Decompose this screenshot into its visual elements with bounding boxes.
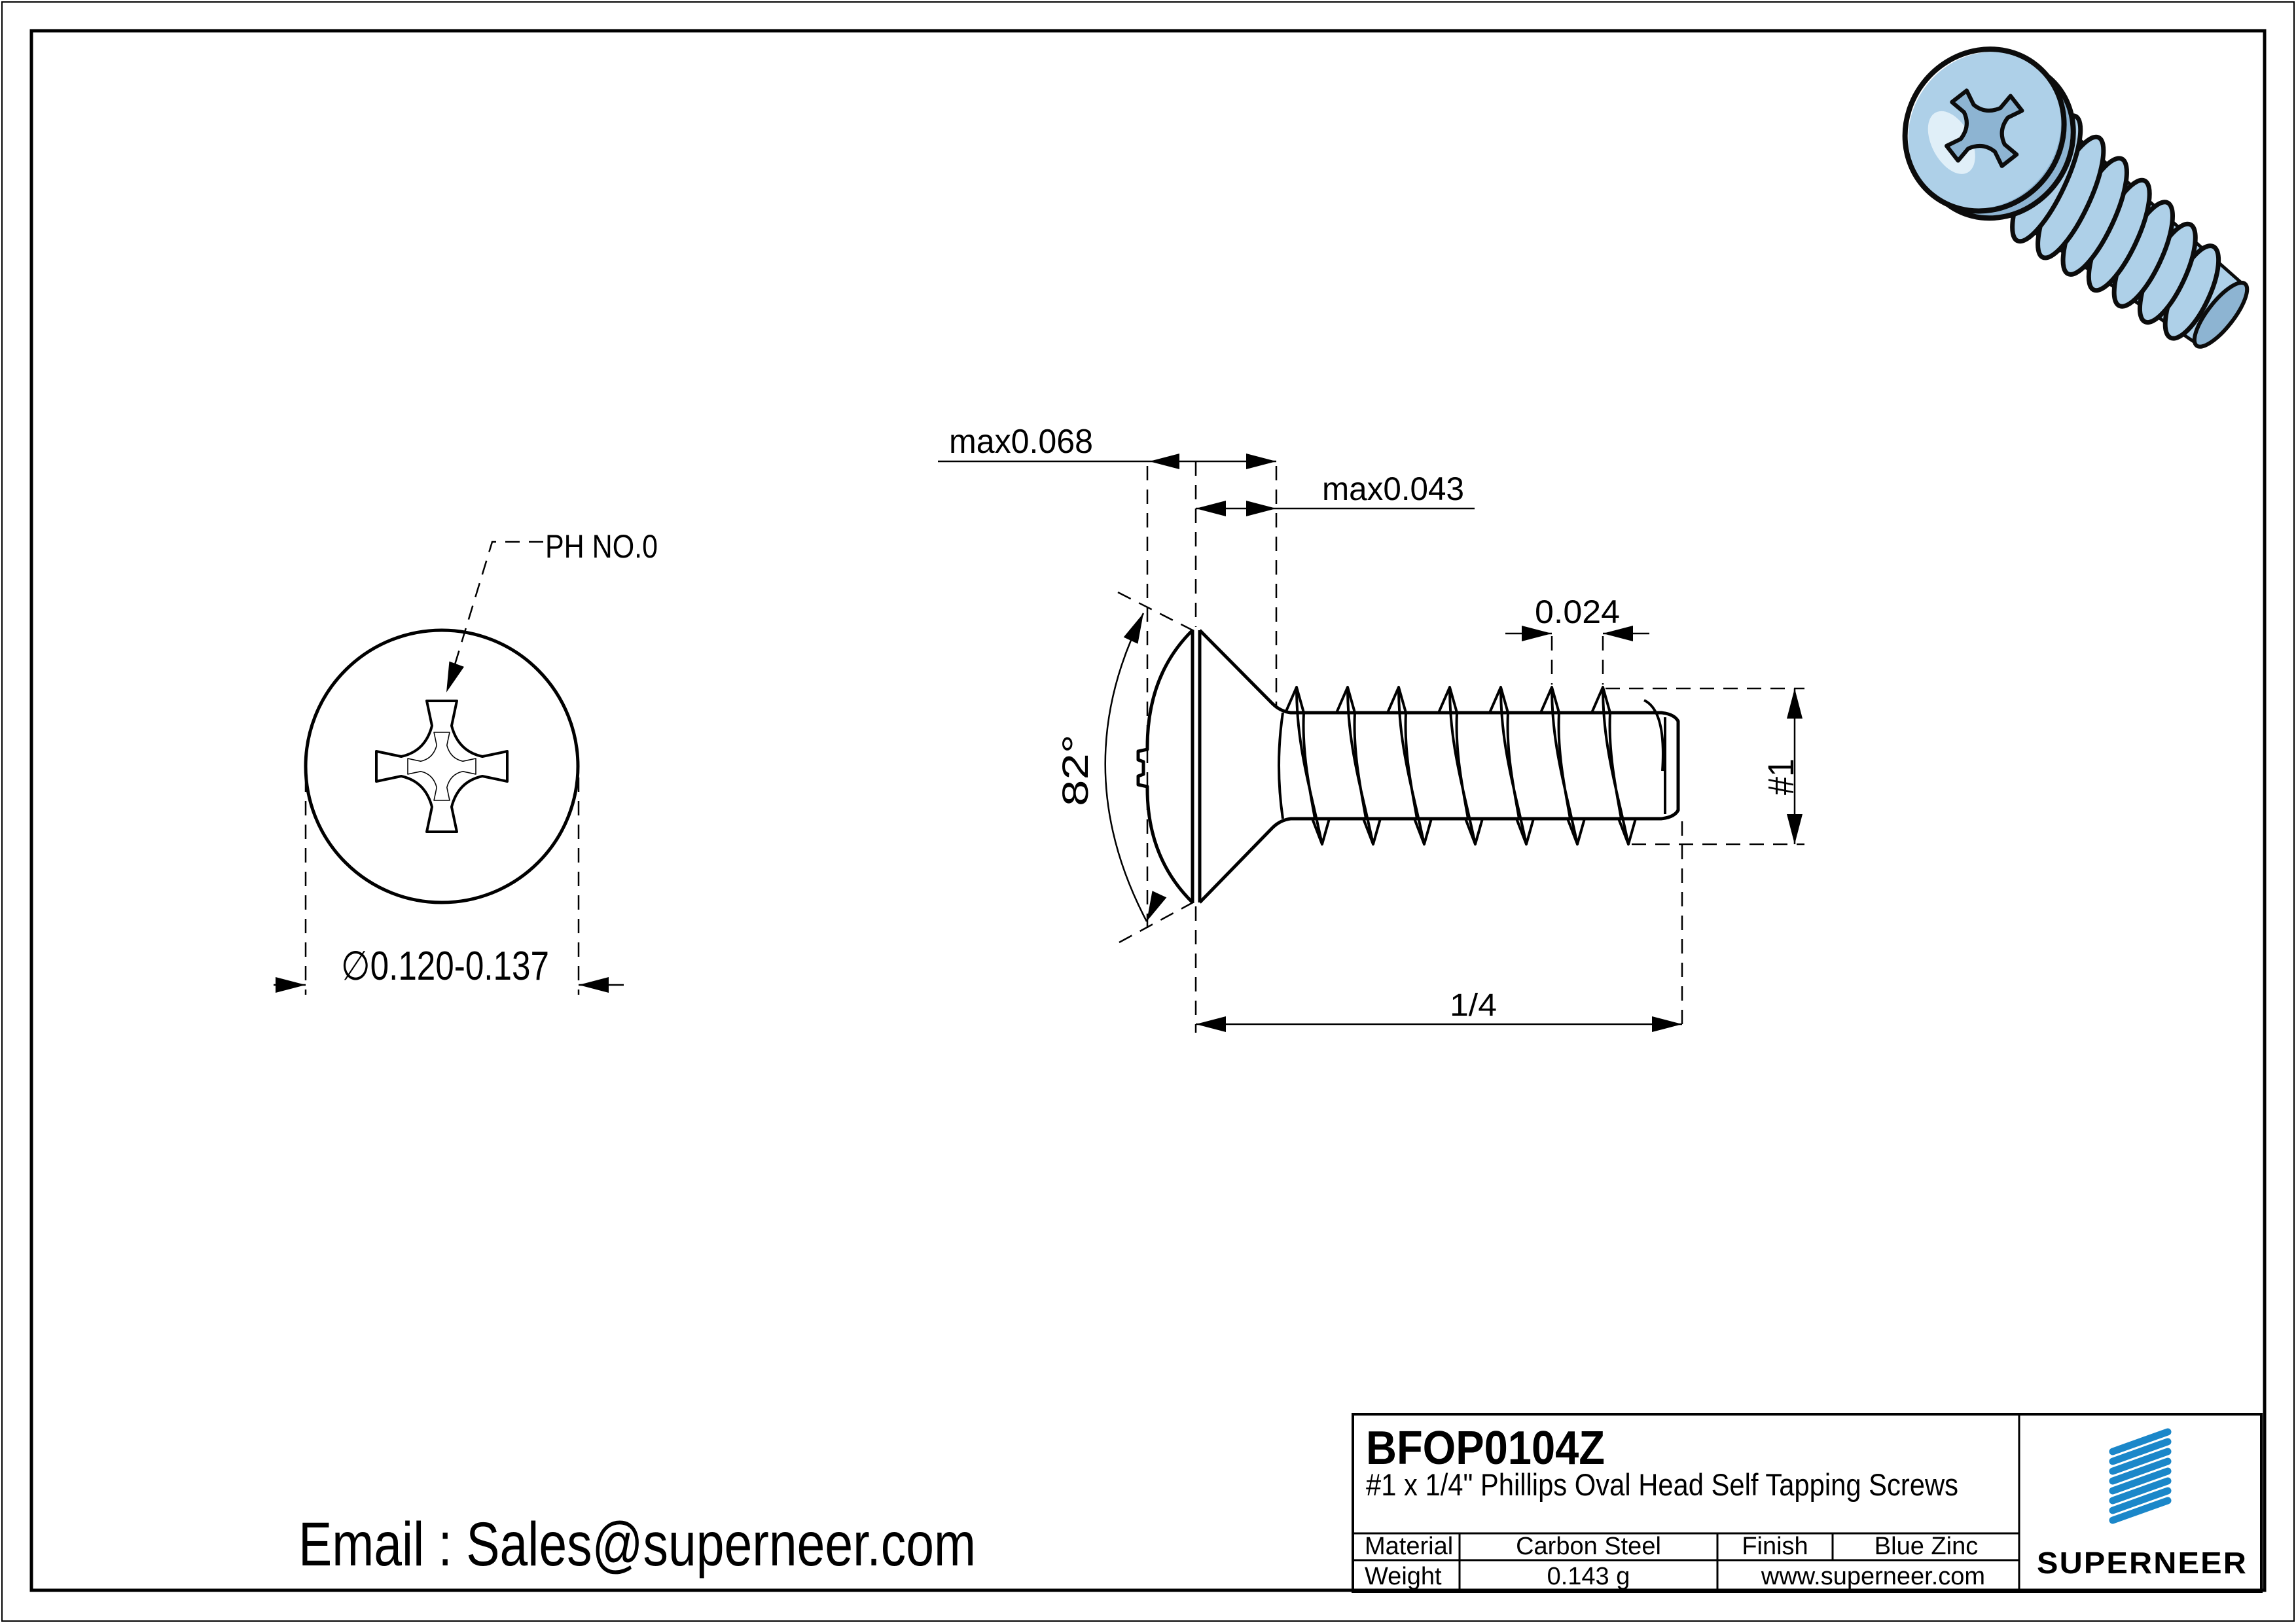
angle-arrow-top-icon	[1124, 610, 1151, 644]
weight-value: 0.143 g	[1547, 1563, 1630, 1590]
finish-label: Finish	[1742, 1533, 1808, 1560]
brand-name: SUPERNEER	[2037, 1546, 2248, 1580]
cone-height-arrow-right-icon	[1246, 501, 1276, 516]
length-arrow-left-icon	[1196, 1016, 1226, 1032]
head-plan-view	[274, 528, 658, 995]
ph-leader-arrow-icon	[439, 662, 464, 695]
thread-profile	[1285, 687, 1636, 844]
length-arrow-right-icon	[1652, 1016, 1682, 1032]
head-height-arrow-left-icon	[1149, 454, 1179, 469]
superneer-logo-icon	[2113, 1432, 2168, 1520]
cone-height-label: max0.043	[1322, 471, 1464, 507]
phillips-recess-outline	[376, 701, 507, 832]
angle-arc	[1105, 613, 1147, 921]
material-label: Material	[1365, 1533, 1454, 1560]
head-dome-outline	[1138, 630, 1193, 902]
ph-label: PH NO.0	[545, 528, 658, 565]
angle-label: 82°	[1054, 751, 1096, 806]
head-crown-lines	[1193, 630, 1200, 902]
pitch-label: 0.024	[1535, 594, 1620, 630]
weight-label: Weight	[1365, 1563, 1442, 1590]
diameter-arrow-right-icon	[579, 977, 609, 993]
length-label: 1/4	[1450, 988, 1497, 1023]
title-block	[1353, 1414, 2261, 1592]
shank-outline	[1200, 630, 1678, 902]
cone-height-arrow-left-icon	[1196, 501, 1226, 516]
head-outline	[306, 630, 578, 902]
part-number: BFOP0104Z	[1366, 1422, 1605, 1474]
finish-value: Blue Zinc	[1874, 1533, 1979, 1560]
angle-projection-lines	[1118, 592, 1199, 942]
diameter-label: ∅0.120-0.137	[341, 944, 549, 989]
side-view	[938, 423, 1804, 1033]
screw-3d-render	[1873, 17, 2282, 388]
head-height-label: max0.068	[949, 423, 1093, 461]
phillips-recess-inner	[408, 732, 476, 800]
thread-runout-curves	[1279, 700, 1665, 819]
head-height-arrow-right-icon	[1246, 454, 1276, 469]
thread-size-label: #1	[1760, 754, 1801, 795]
diameter-arrow-left-icon	[276, 977, 306, 993]
material-value: Carbon Steel	[1516, 1533, 1661, 1560]
thread-size-arrow-bottom-icon	[1787, 814, 1803, 844]
part-description: #1 x 1/4" Phillips Oval Head Self Tapping Screws	[1366, 1467, 1958, 1502]
email-text: Email : Sales@superneer.com	[298, 1510, 976, 1579]
extension-lines	[1147, 461, 1804, 1033]
website-link[interactable]: www.superneer.com	[1761, 1563, 1986, 1590]
thread-size-arrow-top-icon	[1787, 688, 1803, 719]
